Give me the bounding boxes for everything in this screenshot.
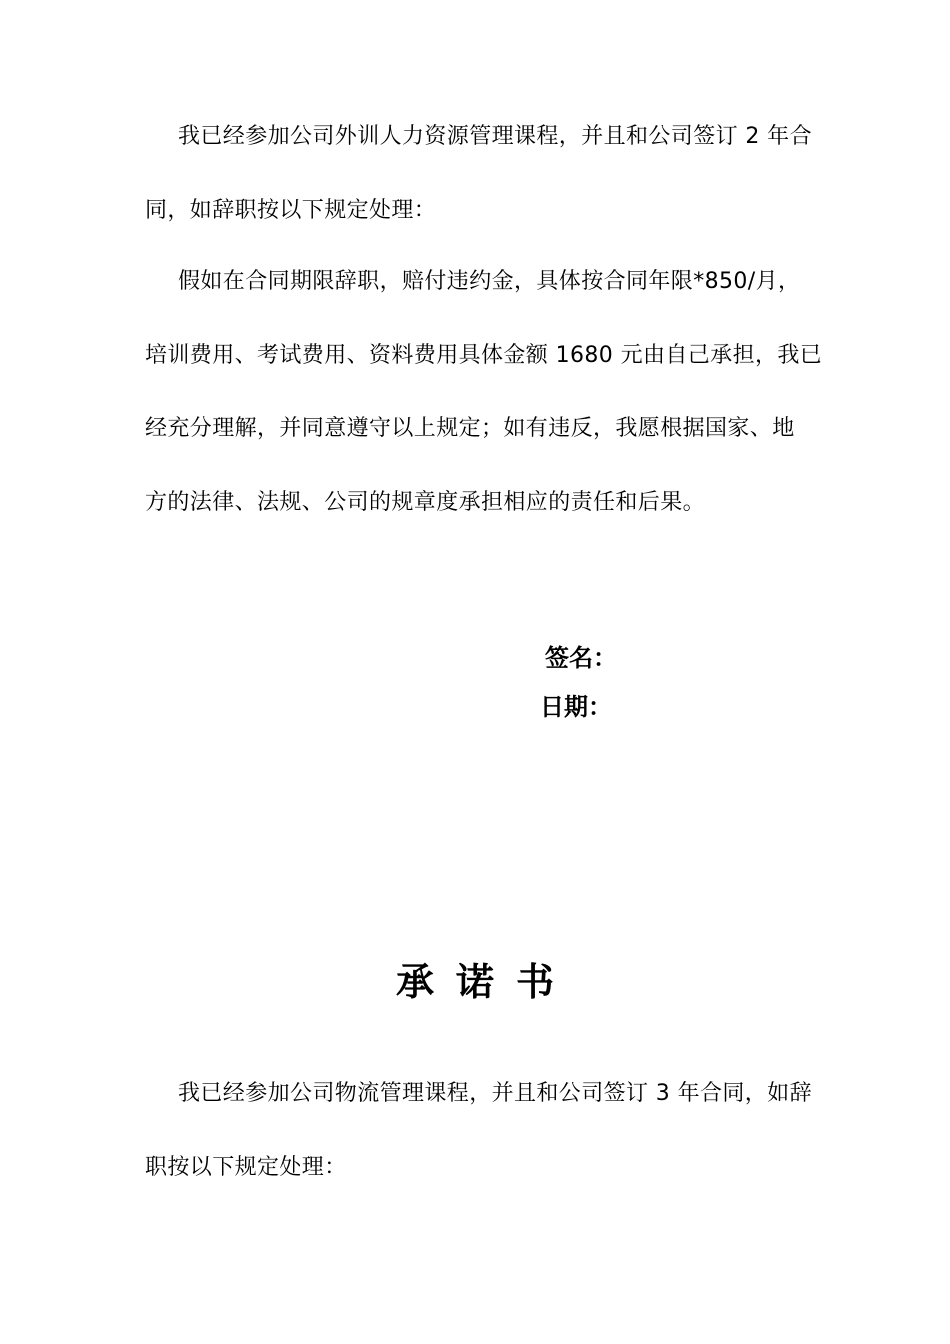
paragraph-2-line-3: 经充分理解，并同意遵守以上规定；如有违反，我愿根据国家、地 xyxy=(145,416,795,441)
paragraph-2-line-4: 方的法律、法规、公司的规章度承担相应的责任和后果。 xyxy=(145,490,706,515)
paragraph-3-line-2: 职按以下规定处理： xyxy=(145,1155,347,1180)
paragraph-1-line-1: 我已经参加公司外训人力资源管理课程，并且和公司签订 2 年合 xyxy=(178,124,812,149)
date-label: 日期： xyxy=(540,693,612,721)
paragraph-1-line-2: 同，如辞职按以下规定处理： xyxy=(145,198,437,223)
paragraph-2-line-2: 培训费用、考试费用、资料费用具体金额 1680 元由自己承担，我已 xyxy=(145,343,823,368)
document-title: 承诺书 xyxy=(395,959,576,1004)
paragraph-3-line-1: 我已经参加公司物流管理课程，并且和公司签订 3 年合同，如辞 xyxy=(178,1081,812,1106)
signature-label: 签名： xyxy=(545,644,617,672)
paragraph-2-line-1: 假如在合同期限辞职，赔付违约金，具体按合同年限*850/月， xyxy=(178,269,801,294)
